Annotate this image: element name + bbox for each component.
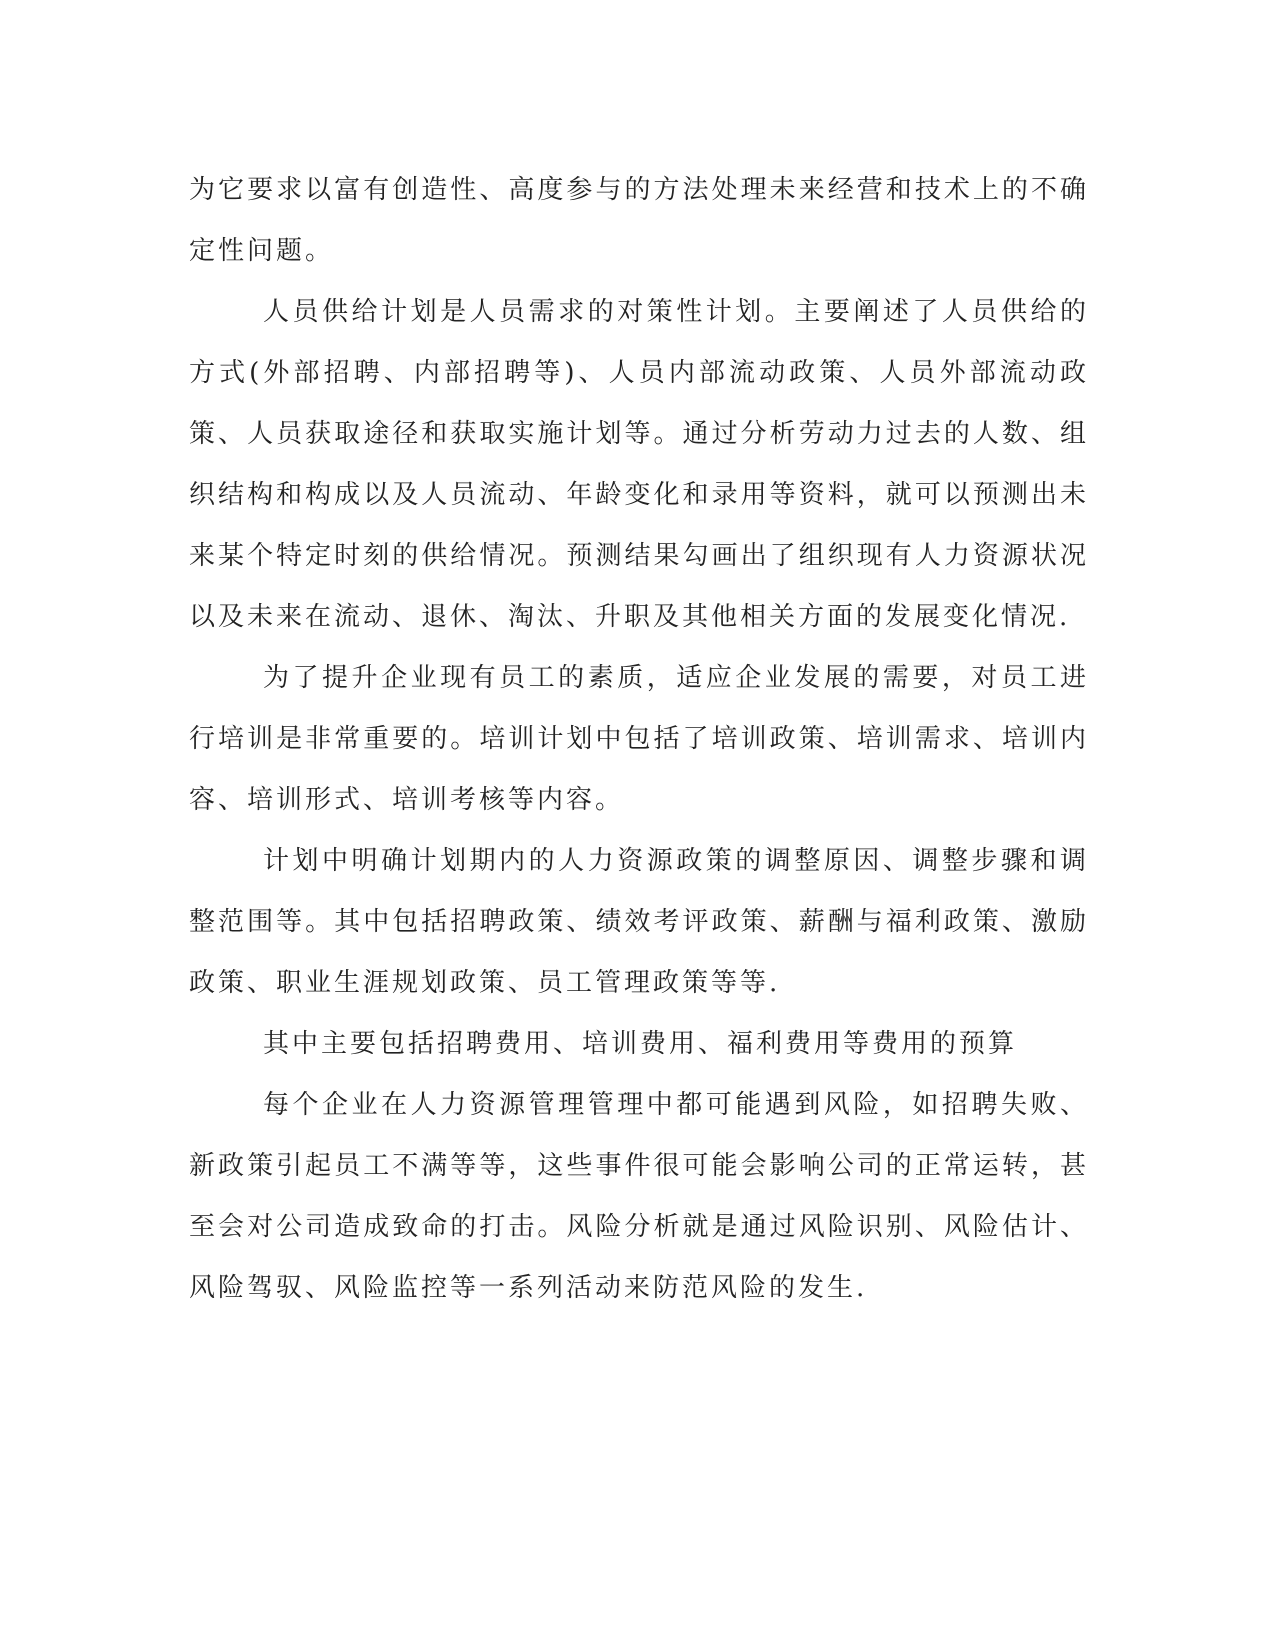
paragraph-3: 为了提升企业现有员工的素质，适应企业发展的需要，对员工进行培训是非常重要的。培训计划中包括了培训政策、培训需求、培训内容、培训形式、培训考核等内容。 <box>189 663 1089 815</box>
document-body <box>189 160 1089 1319</box>
paragraph-1: 为它要求以富有创造性、高度参与的方法处理未来经营和技术上的不确定性问题。 <box>189 175 1089 266</box>
paragraph-2: 人员供给计划是人员需求的对策性计划。主要阐述了人员供给的方式(外部招聘、内部招聘等)、人员内部流动政策、人员外部流动政策、人员获取途径和获取实施计划等。通过分析劳动力过去的人数、组织结构和构成以及人员流动、年龄变化和录用等资料，就可以预测出未来某个特定时刻的供给情况。预测结果勾画出了组织现有人力资源状况以及未来在流动、退休、淘汰、升职及其他相关方面的发展变化情况. <box>189 297 1089 632</box>
paragraph-6: 每个企业在人力资源管理管理中都可能遇到风险，如招聘失败、新政策引起员工不满等等，这些事件很可能会影响公司的正常运转，甚至会对公司造成致命的打击。风险分析就是通过风险识别、风险估计、风险驾驭、风险监控等一系列活动来防范风险的发生. <box>189 1090 1089 1303</box>
paragraph-5: 其中主要包括招聘费用、培训费用、福利费用等费用的预算 <box>263 1029 1018 1059</box>
paragraph-4: 计划中明确计划期内的人力资源政策的调整原因、调整步骤和调整范围等。其中包括招聘政策、绩效考评政策、薪酬与福利政策、激励政策、职业生涯规划政策、员工管理政策等等. <box>189 846 1089 998</box>
